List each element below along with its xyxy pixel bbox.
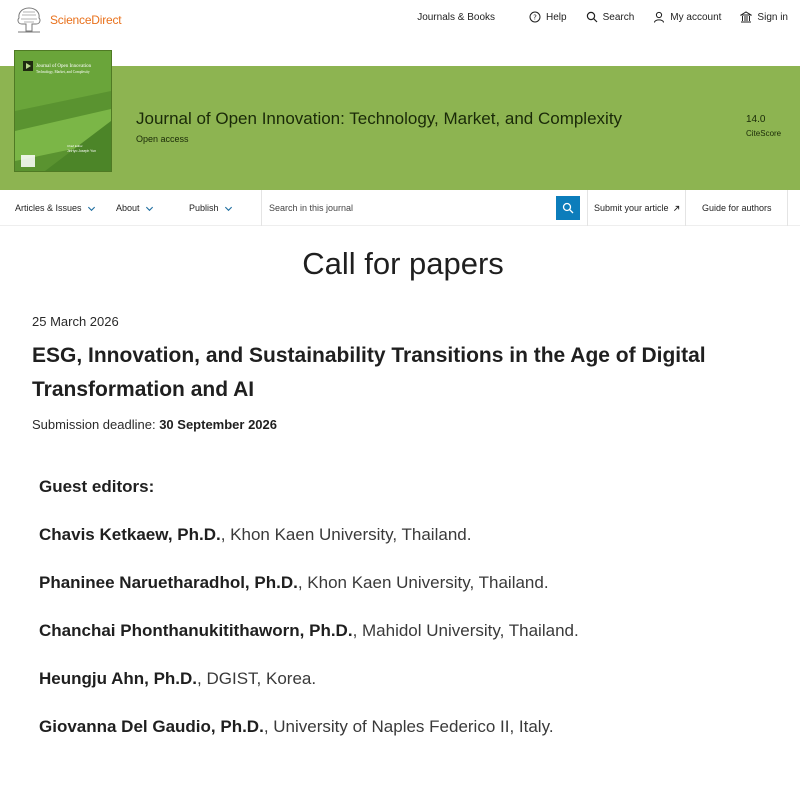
logo-text: ScienceDirect [50,13,122,27]
guest-editors-heading: Guest editors: [39,477,155,496]
journal-nav [0,190,800,226]
submission-deadline [32,417,277,432]
editor-item [39,573,549,593]
elsevier-tree-icon [14,5,44,35]
open-access-label: Open access [136,134,189,144]
institution-icon [740,11,752,23]
my-account-link[interactable] [653,11,721,23]
chevron-down-icon [87,204,96,213]
cover-artwork [15,51,111,171]
page-title: Call for papers [302,246,504,281]
journals-books-label: Journals & Books [417,11,496,23]
call-for-papers-title: ESG, Innovation, and Sustainability Transitions in the Age of Digital Transformation and AI [32,344,706,401]
nav-divider [685,190,686,226]
sign-in-link[interactable] [740,11,788,23]
search-icon [562,202,574,214]
help-icon [529,11,541,23]
chevron-down-icon [224,204,233,213]
chevron-down-icon [145,204,154,213]
sign-in-label: Sign in [757,11,788,23]
journal-cover-image[interactable] [14,50,112,172]
guide-for-authors-label: Guide for authors [702,203,772,213]
citescore[interactable] [746,114,781,138]
editor-affiliation: , DGIST, Korea. [197,669,317,688]
search-link[interactable] [586,11,635,23]
editor-name: Heungju Ahn, Ph.D. [39,669,198,688]
publish-label: Publish [189,203,219,213]
top-nav [398,11,788,23]
deadline-label: Submission deadline: [32,417,156,432]
about-menu[interactable] [116,203,154,213]
cover-title-2: Technology, Market, and Complexity [36,70,90,74]
guide-for-authors-link[interactable] [702,203,772,213]
search-label: Search [602,11,635,23]
publish-menu[interactable] [189,203,233,213]
my-account-label: My account [670,11,722,23]
editor-name: Chavis Ketkaew, Ph.D. [39,525,221,544]
external-arrow-icon [673,205,680,212]
journal-search-input[interactable] [269,201,549,215]
editor-item [39,621,579,641]
submit-article-link[interactable] [594,203,680,213]
publish-date: 25 March 2026 [32,314,119,329]
cover-title-1: Journal of Open Innovation [36,64,92,69]
editor-item [39,669,316,689]
journal-search-button[interactable] [556,196,580,220]
articles-issues-menu[interactable] [15,203,96,213]
cover-editor-2: JinHyo Joseph Yun [67,149,96,153]
deadline-value: 30 September 2026 [159,417,277,432]
top-header [0,0,800,40]
about-label: About [116,203,140,213]
editor-name: Giovanna Del Gaudio, Ph.D. [39,717,264,736]
editor-affiliation: , Mahidol University, Thailand. [352,621,579,640]
editor-affiliation: , Khon Kaen University, Thailand. [297,573,549,592]
editor-affiliation: , University of Naples Federico II, Italy. [263,717,554,736]
journal-title-link[interactable]: Journal of Open Innovation: Technology, Market, and Complexity [136,109,623,128]
journals-books-link[interactable] [417,12,495,23]
svg-text:?: ? [533,13,537,22]
editor-name: Phaninee Naruetharadhol, Ph.D. [39,573,298,592]
editor-item [39,717,554,737]
editor-item [39,525,471,545]
search-icon [586,11,598,23]
editor-name: Chanchai Phonthanukitithaworn, Ph.D. [39,621,353,640]
nav-divider [787,190,788,226]
citescore-value: 14.0 [746,114,766,125]
sciencedirect-logo[interactable] [14,5,121,35]
help-link[interactable] [529,11,567,23]
journal-search-box [261,190,581,226]
submit-article-label: Submit your article [594,203,669,213]
articles-issues-label: Articles & Issues [15,203,82,213]
nav-divider [587,190,588,226]
citescore-label: CiteScore [746,129,782,138]
cover-editor-1: Chief Editor [67,144,83,148]
help-label: Help [546,11,567,23]
editor-affiliation: , Khon Kaen University, Thailand. [220,525,472,544]
account-icon [653,11,665,23]
